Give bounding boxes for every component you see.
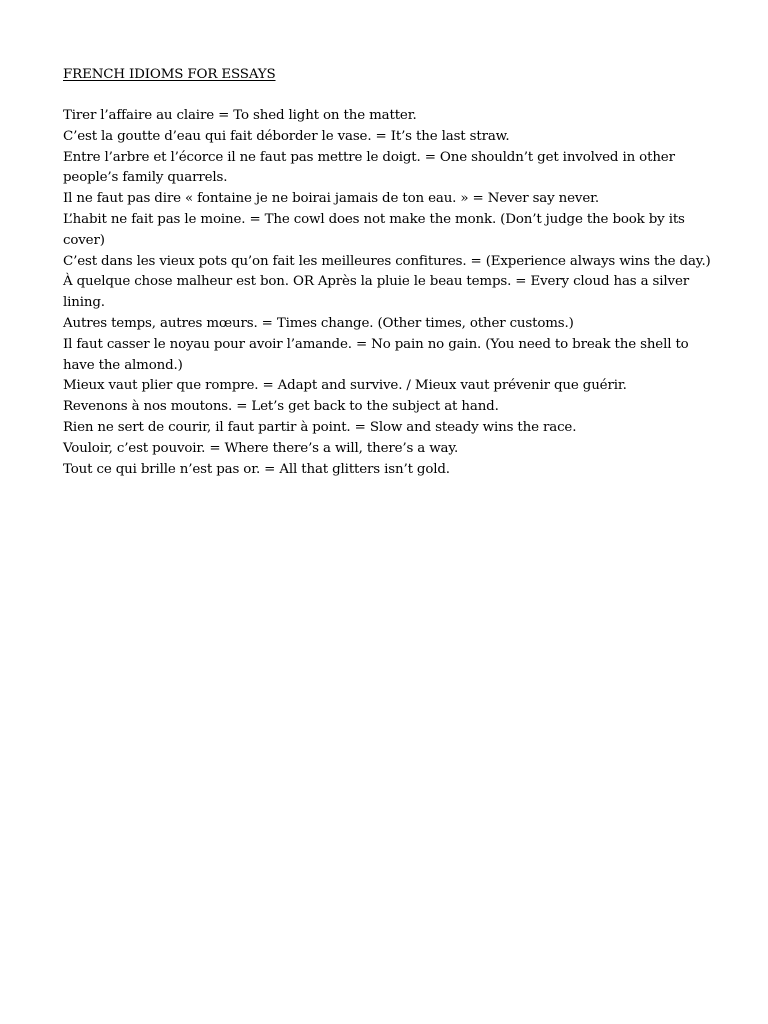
idiom-line: Il ne faut pas dire « fontaine je ne boirai jamais de ton eau. » = Never say never. [63, 191, 599, 207]
document-title: FRENCH IDIOMS FOR ESSAYS [63, 67, 276, 82]
idiom-list [63, 106, 713, 480]
idiom-line: Tirer l’affaire au claire = To shed light on the matter. [63, 108, 417, 123]
idiom-line: C’est dans les vieux pots qu’on fait les meilleures confitures. = (Experience always wins the day.) [63, 253, 711, 269]
idiom-line: Mieux vaut plier que rompre. = Adapt and survive. / Mieux vaut prévenir que guérir. [63, 378, 627, 394]
idiom-line: Autres temps, autres mœurs. = Times change. (Other times, other customs.) [63, 315, 574, 331]
idiom-line: C’est la goutte d’eau qui fait déborder le vase. = It’s the last straw. [63, 128, 510, 144]
idiom-line: Vouloir, c’est pouvoir. = Where there’s a will, there’s a way. [63, 440, 459, 456]
idiom-line: L’habit ne fait pas le moine. = The cowl does not make the monk. (Don’t judge the book by its cover) [63, 211, 685, 248]
document-page [63, 64, 713, 480]
idiom-line: Il faut casser le noyau pour avoir l’amande. = No pain no gain. (You need to break the shell to have the almond.) [63, 336, 689, 373]
title-spacer [63, 85, 713, 106]
idiom-line: Tout ce qui brille n’est pas or. = All that glitters isn’t gold. [63, 461, 450, 477]
idiom-line: Revenons à nos moutons. = Let’s get back to the subject at hand. [63, 399, 499, 415]
idiom-line: Rien ne sert de courir, il faut partir à point. = Slow and steady wins the race. [63, 419, 577, 435]
idiom-line: À quelque chose malheur est bon. OR Après la pluie le beau temps. = Every cloud has a silver lining. [63, 274, 689, 311]
idiom-line: Entre l’arbre et l’écorce il ne faut pas mettre le doigt. = One shouldn’t get involved in other people’s family quarrels. [63, 149, 675, 186]
